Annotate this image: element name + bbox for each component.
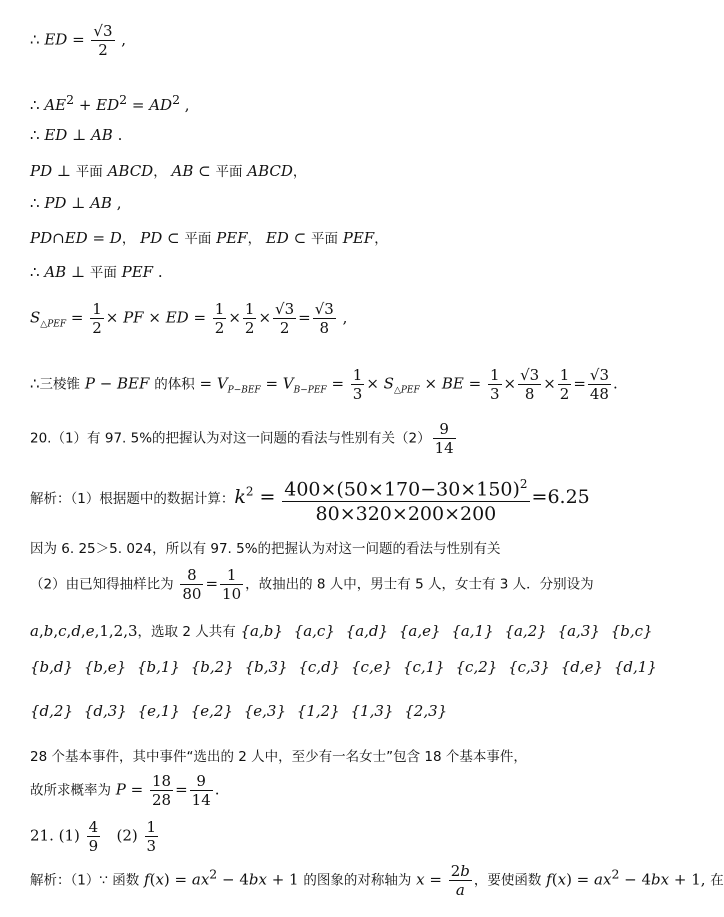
set-item: {b,c} — [610, 622, 653, 640]
line-sampling-ratio: （2）由已知得抽样比为 $\frac{8}{80}$ = $\frac{1}{10}$ ，故抽出的 8 人中，男士有 5 人，女士有 3 人．分别设为 — [30, 566, 594, 603]
sets-row-3 — [30, 702, 453, 720]
sets-row-2 — [30, 658, 663, 676]
set-item: {1,3} — [350, 702, 394, 720]
set-item: {e,3} — [243, 702, 286, 720]
line-pd-perp-ab: ∴ PD ⊥ AB , — [30, 194, 122, 212]
set-item: {b,3} — [244, 658, 288, 676]
set-item: {e,1} — [137, 702, 180, 720]
set-item: {c,e} — [351, 658, 393, 676]
set-item: {b,1} — [136, 658, 180, 676]
line-function-axis: 解析：（1）∵ 函数 $f(x) = ax^2 - 4bx + 1$ 的图象的对称轴为 x = $\frac{2b}{a}$ ，要使函数 $f(x) = ax^2 - 4bx + 1$, 在 — [30, 862, 724, 899]
set-item: {b,2} — [190, 658, 234, 676]
line-ed-perp-ab: ∴ ED ⊥ AB . — [30, 126, 123, 144]
set-item: {e,2} — [190, 702, 233, 720]
set-item: {c,d} — [298, 658, 341, 676]
line-area: $S_{\triangle PEF}$ = $\frac{1}{2}$ × PF × ED = $\frac{1}{2}$ × $\frac{1}{2}$ × $\frac{√3}{2}$ = $\frac{√3}{8}$ , — [30, 300, 348, 337]
set-item: {a,b} — [240, 622, 283, 640]
sets-row-1: a,b,c,d,e,1,2,3，选取 2 人共有 {a,b} {a,c} {a,d} {a,e} {a,1} {a,2} {a,3} {b,c} — [30, 622, 653, 640]
set-item: {a,3} — [557, 622, 600, 640]
set-item: {c,3} — [508, 658, 550, 676]
line-intersection: PD∩ED = D， PD ⊂ 平面 PEF， ED ⊂ 平面 PEF， — [30, 229, 388, 247]
set-item: {b,e} — [83, 658, 127, 676]
set-item: {a,2} — [504, 622, 547, 640]
answer-21: 21. (1) $\frac{4}{9}$ (2) $\frac{1}{3}$ — [30, 818, 157, 855]
set-item: {1,2} — [296, 702, 340, 720]
line-volume: ∴三棱锥 P − BEF 的体积 = $V_{P-BEF} = V_{B-PEF}$ = $\frac{1}{3}$ × $S_{\triangle PEF}$ × BE = $\frac{1}{3}$ × $\frac{√3}{8}$ × $\frac{1}{2}$ = $\frac{√3}{48}$ . — [30, 366, 618, 403]
line-conclusion: 因为 6. 25＞5. 024，所以有 97. 5%的把握认为对这一问题的看法与性别有关 — [30, 541, 501, 557]
set-item: {d,e} — [560, 658, 604, 676]
set-item: {2,3} — [404, 702, 448, 720]
set-item: {c,2} — [455, 658, 498, 676]
line-pd-perp-plane: PD ⊥ 平面 ABCD， AB ⊂ 平面 ABCD， — [30, 162, 307, 180]
line-ed-value: ∴ ED = $\frac{√3}{2}$ , — [30, 22, 127, 59]
line-ab-perp-plane: ∴ AB ⊥ 平面 PEF . — [30, 263, 163, 281]
set-item: {d,1} — [613, 658, 657, 676]
set-item: {a,d} — [345, 622, 389, 640]
set-item: {a,e} — [398, 622, 441, 640]
set-item: {b,d} — [30, 658, 74, 676]
set-item: {a,c} — [293, 622, 335, 640]
set-item: {c,1} — [402, 658, 445, 676]
set-item: {d,3} — [83, 702, 127, 720]
set-item: {d,2} — [30, 702, 74, 720]
line-pythagoras: ∴ $AE^2 + ED^2 = AD^2$ , — [30, 92, 190, 114]
set-item: {a,1} — [451, 622, 494, 640]
line-basic-events: 28 个基本事件，其中事件“选出的 2 人中，至少有一名女士”包含 18 个基本事件， — [30, 749, 527, 765]
line-k-squared: 解析：（1）根据题中的数据计算：$k^2$ = $\frac{400\times(50\times 170-30\times 150)^2}{80\times 320\times 200\times 200}$ =6.25 — [30, 472, 590, 526]
answer-20: 20.（1）有 97. 5%的把握认为对这一问题的看法与性别有关（2） $\frac{9}{14}$ — [30, 420, 454, 457]
line-probability: 故所求概率为 P = $\frac{18}{28}$ = $\frac{9}{14}$ . — [30, 772, 220, 809]
